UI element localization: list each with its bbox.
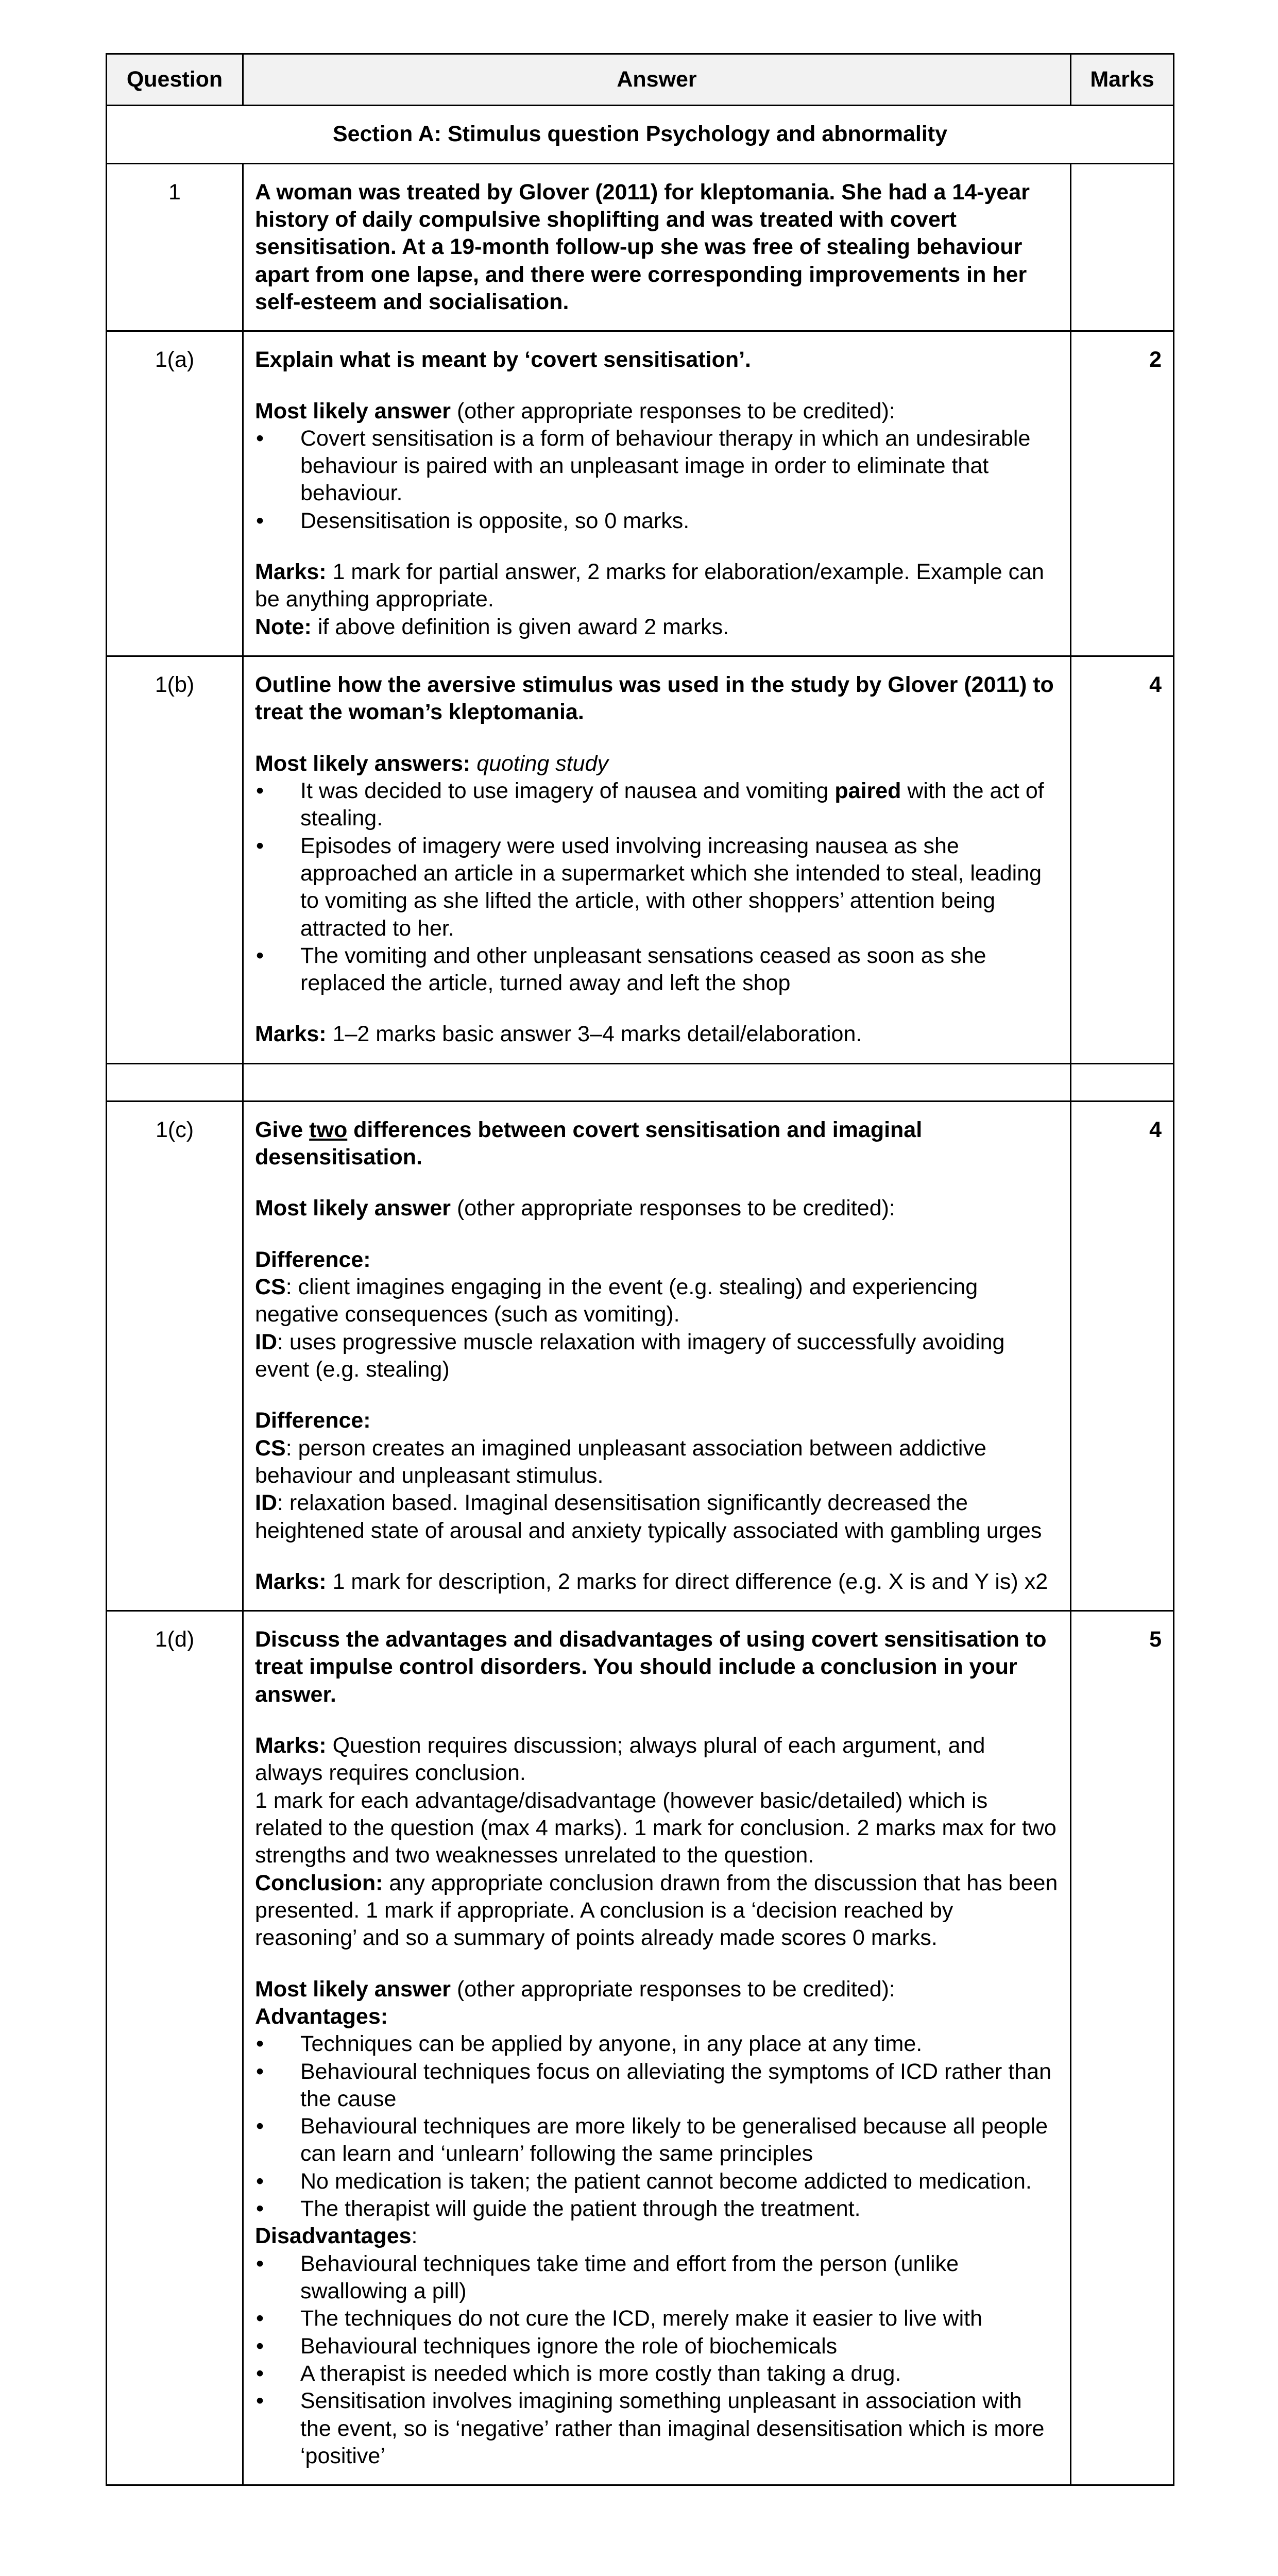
- question-number: 1(c): [107, 1101, 243, 1611]
- mla-label: Most likely answers:: [255, 751, 471, 776]
- question-text: [255, 1116, 1059, 1172]
- mla-line: [255, 1195, 1059, 1222]
- difference-label: Difference:: [255, 1408, 371, 1433]
- list-item: • The vomiting and other unpleasant sensations ceased as soon as she replaced the article, turned away and left the shop: [255, 942, 1059, 997]
- table-row-q1b: [107, 656, 1174, 1064]
- list-item: • No medication is taken; the patient cannot become addicted to medication.: [255, 2168, 1059, 2195]
- disadvantages-line: [255, 2223, 1059, 2250]
- marks-label: Marks:: [255, 560, 327, 585]
- table-row-q1: [107, 163, 1174, 331]
- conclusion-line: [255, 1870, 1059, 1952]
- difference-cs: [255, 1274, 1059, 1329]
- question-text: Outline how the aversive stimulus was used in the study by Glover (2011) to treat the woman’s kleptomania.: [255, 672, 1054, 725]
- bullet-text: with the act of stealing.: [300, 778, 1044, 831]
- bullet-emphasis: paired: [834, 778, 901, 803]
- mla-label: Most likely answer: [255, 398, 451, 423]
- bullet-list: [255, 777, 1059, 997]
- question-number: 1(d): [107, 1611, 243, 2485]
- marks-text: 1 mark for description, 2 marks for direct difference (e.g. X is and Y is) x2: [326, 1569, 1048, 1594]
- disadvantages-label: Disadvantages: [255, 2224, 412, 2249]
- list-item: • Behavioural techniques are more likely to be generalised because all people can learn and ‘unlearn’ following the same principles: [255, 2113, 1059, 2168]
- mla-label: Most likely answer: [255, 1976, 451, 2002]
- note-text: if above definition is given award 2 marks.: [311, 614, 729, 639]
- header-marks: Marks: [1071, 54, 1174, 106]
- mla-note: (other appropriate responses to be credited):: [451, 1196, 895, 1221]
- marks-line: [255, 1732, 1059, 1787]
- list-item: • Desensitisation is opposite, so 0 marks.: [255, 507, 1059, 535]
- marks-line: [255, 1021, 1059, 1048]
- marks-text: 1 mark for partial answer, 2 marks for elaboration/example. Example can be anything appropriate.: [255, 560, 1044, 612]
- section-row: [107, 106, 1174, 163]
- answer-cell: [243, 331, 1071, 656]
- question-text: Explain what is meant by ‘covert sensitisation’.: [255, 347, 752, 372]
- question-number: 1(a): [107, 331, 243, 656]
- marks-cell: [1071, 163, 1174, 331]
- marks-cell: 4: [1071, 1101, 1174, 1611]
- marks-label: Marks:: [255, 1022, 327, 1047]
- question-underlined: two: [309, 1117, 348, 1142]
- difference-text: : relaxation based. Imaginal desensitisation significantly decreased the heightened state of arousal and anxiety typically associated with gambling urges: [255, 1490, 1042, 1543]
- separator-cell: [107, 1063, 243, 1101]
- question-number: 1(b): [107, 656, 243, 1064]
- list-item: • The techniques do not cure the ICD, merely make it easier to live with: [255, 2305, 1059, 2332]
- id-label: ID: [255, 1329, 277, 1354]
- mark-scheme-table: [106, 53, 1174, 2486]
- row-separator: [107, 1063, 1174, 1101]
- table-row-q1d: [107, 1611, 1174, 2485]
- header-question: Question: [107, 54, 243, 106]
- mla-line: [255, 1976, 1059, 2003]
- note-label: Note:: [255, 614, 312, 639]
- advantages-list: [255, 2030, 1059, 2223]
- marks-cell: 2: [1071, 331, 1174, 656]
- question-part: Give: [255, 1117, 310, 1142]
- disadvantages-list: [255, 2250, 1059, 2470]
- marks-label: Marks:: [255, 1569, 327, 1594]
- header-answer: Answer: [243, 54, 1071, 106]
- question-part: differences between covert sensitisation and imaginal desensitisation.: [255, 1117, 923, 1170]
- separator-cell: [243, 1063, 1071, 1101]
- answer-cell: [243, 1101, 1071, 1611]
- mla-line: [255, 750, 1059, 777]
- marks-line: [255, 1568, 1059, 1596]
- list-item: • A therapist is needed which is more costly than taking a drug.: [255, 2360, 1059, 2387]
- separator-cell: [1071, 1063, 1174, 1101]
- table-row-q1c: [107, 1101, 1174, 1611]
- marks-text: 1–2 marks basic answer 3–4 marks detail/elaboration.: [326, 1022, 862, 1047]
- marks-cell: 4: [1071, 656, 1174, 1064]
- marks-label: Marks:: [255, 1733, 327, 1758]
- header-row: [107, 54, 1174, 106]
- list-item: • Behavioural techniques focus on alleviating the symptoms of ICD rather than the cause: [255, 2058, 1059, 2113]
- difference-cs: [255, 1435, 1059, 1490]
- mla-note: quoting study: [476, 751, 608, 776]
- mla-note: (other appropriate responses to be credited):: [451, 398, 895, 423]
- conclusion-label: Conclusion:: [255, 1870, 383, 1895]
- id-label: ID: [255, 1490, 277, 1516]
- marks-line: [255, 558, 1059, 614]
- bullet-text: It was decided to use imagery of nausea and vomiting: [300, 778, 835, 803]
- question-text: Discuss the advantages and disadvantages of using covert sensitisation to treat impulse control disorders. You should include a conclusion in your answer.: [255, 1627, 1047, 1707]
- difference-id: [255, 1329, 1059, 1384]
- answer-cell: [243, 1611, 1071, 2485]
- answer-cell: [243, 656, 1071, 1064]
- list-item: • Behavioural techniques take time and effort from the person (unlike swallowing a pill): [255, 2250, 1059, 2306]
- note-line: [255, 614, 1059, 641]
- difference-id: [255, 1489, 1059, 1545]
- list-item: • Sensitisation involves imagining something unpleasant in association with the event, so is ‘negative’ rather than imaginal desensitisation which is more ‘positive’: [255, 2387, 1059, 2470]
- marks-detail: 1 mark for each advantage/disadvantage (however basic/detailed) which is related to the question (max 4 marks). 1 mark for conclusion. 2 marks max for two strengths and two weaknesses unrelated to the question.: [255, 1788, 1057, 1868]
- marks-text: Question requires discussion; always plural of each argument, and always requires conclusion.: [255, 1733, 985, 1786]
- difference-label: Difference:: [255, 1247, 371, 1272]
- advantages-label: Advantages:: [255, 2004, 388, 2029]
- stimulus-text: A woman was treated by Glover (2011) for kleptomania. She had a 14-year history of daily compulsive shoplifting and was treated with covert sensitisation. At a 19-month follow-up she was free of stealing behaviour apart from one lapse, and there were corresponding improvements in her self-esteem and socialisation.: [255, 179, 1030, 314]
- difference-text: : person creates an imagined unpleasant association between addictive behaviour and unpleasant stimulus.: [255, 1435, 986, 1488]
- list-item: • Episodes of imagery were used involving increasing nausea as she approached an article in a supermarket which she intended to steal, leading to vomiting as she lifted the article, with other shoppers’ attention being attracted to her.: [255, 833, 1059, 942]
- mla-label: Most likely answer: [255, 1196, 451, 1221]
- conclusion-text: any appropriate conclusion drawn from the discussion that has been presented. 1 mark if appropriate. A conclusion is a ‘decision reached by reasoning’ and so a summary of points already made scores 0 marks.: [255, 1870, 1058, 1951]
- disadvantages-colon: :: [411, 2224, 418, 2249]
- mla-note: (other appropriate responses to be credited):: [451, 1976, 895, 2002]
- list-item: [255, 777, 1059, 833]
- mla-line: [255, 398, 1059, 425]
- list-item: • The therapist will guide the patient through the treatment.: [255, 2195, 1059, 2223]
- list-item: • Techniques can be applied by anyone, in any place at any time.: [255, 2030, 1059, 2058]
- list-item: • Behavioural techniques ignore the role of biochemicals: [255, 2333, 1059, 2360]
- answer-cell: [243, 163, 1071, 331]
- cs-label: CS: [255, 1275, 286, 1299]
- difference-text: : uses progressive muscle relaxation with imagery of successfully avoiding event (e.g. stealing): [255, 1329, 1005, 1382]
- table-row-q1a: [107, 331, 1174, 656]
- marks-cell: 5: [1071, 1611, 1174, 2485]
- section-title: Section A: Stimulus question Psychology and abnormality: [107, 106, 1174, 163]
- cs-label: CS: [255, 1435, 286, 1461]
- bullet-list: [255, 425, 1059, 535]
- difference-text: : client imagines engaging in the event (e.g. stealing) and experiencing negative consequences (such as vomiting).: [255, 1275, 978, 1327]
- question-number: 1: [107, 163, 243, 331]
- list-item: • Covert sensitisation is a form of behaviour therapy in which an undesirable behaviour is paired with an unpleasant image in order to eliminate that behaviour.: [255, 425, 1059, 507]
